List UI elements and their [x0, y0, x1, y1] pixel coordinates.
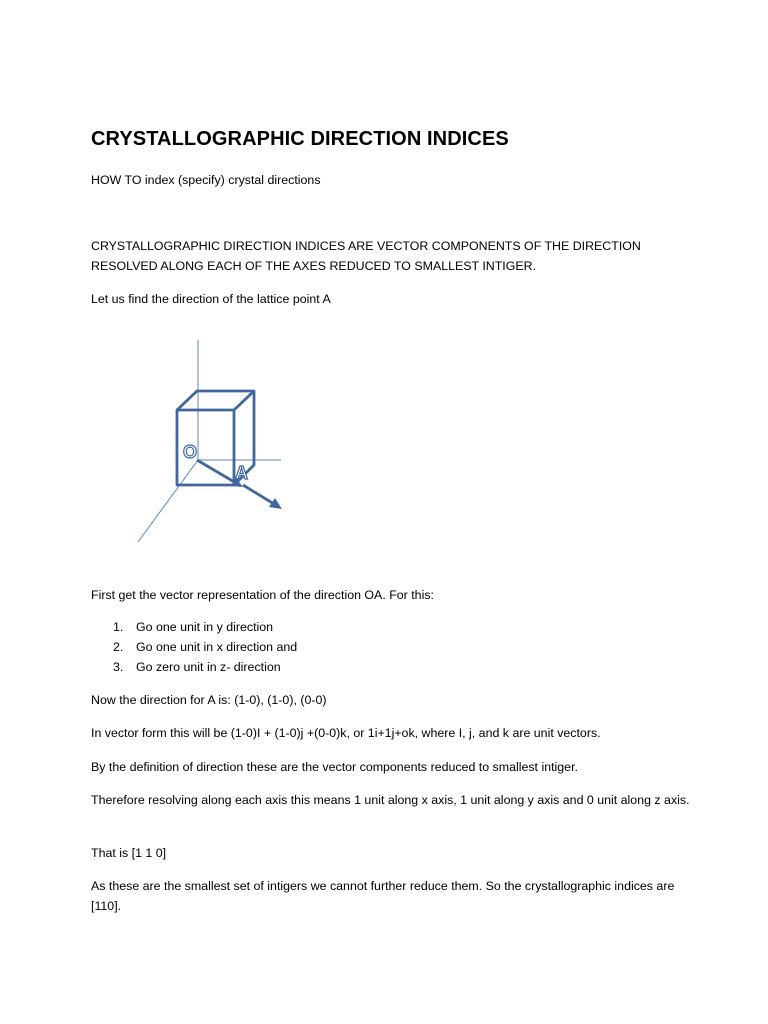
point-label: A: [235, 463, 248, 483]
step-number: 2.: [113, 640, 124, 654]
vector-intro: First get the vector representation of the direction OA. For this:: [91, 588, 434, 602]
cube-direction-diagram: [130, 335, 300, 550]
steps-list: [91, 617, 297, 677]
conclusion-paragraph: As these are the smallest set of intigers we cannot further reduce them. So the crystallographic indices are [110].: [91, 879, 675, 913]
direction-arrow: [243, 485, 274, 504]
list-item: [91, 657, 297, 677]
cube-top-face: [177, 391, 254, 410]
list-item: [91, 637, 297, 657]
direction-line: Now the direction for A is: (1-0), (1-0), (0-0): [91, 693, 327, 707]
vector-form-line: In vector form this will be (1-0)I + (1-0)j +(0-0)k, or 1i+1j+ok, where I, j, and k are unit vectors.: [91, 726, 601, 740]
step-number: 1.: [113, 620, 124, 634]
step-text: Go one unit in y direction: [136, 620, 274, 634]
intro-line: Let us find the direction of the lattice point A: [91, 292, 331, 306]
step-number: 3.: [113, 660, 124, 674]
resolving-paragraph: Therefore resolving along each axis this means 1 unit along x axis, 1 unit along y axis and 0 unit along z axis.: [91, 793, 690, 807]
definition-line: By the definition of direction these are the vector components reduced to smallest intiger.: [91, 760, 578, 774]
step-text: Go zero unit in z- direction: [136, 660, 281, 674]
definition-paragraph: CRYSTALLOGRAPHIC DIRECTION INDICES ARE VECTOR COMPONENTS OF THE DIRECTION RESOLVED ALONG EACH OF THE AXES REDUCED TO SMALLEST INTIGER.: [91, 239, 641, 273]
result-line: That is [1 1 0]: [91, 846, 167, 860]
x-axis: [138, 460, 198, 542]
list-item: [91, 617, 297, 637]
subtitle: HOW TO index (specify) crystal directions: [91, 173, 321, 187]
vector-oa: [197, 460, 236, 483]
page-title: CRYSTALLOGRAPHIC DIRECTION INDICES: [91, 128, 509, 150]
origin-label: O: [183, 442, 198, 462]
step-text: Go one unit in x direction and: [136, 640, 298, 654]
